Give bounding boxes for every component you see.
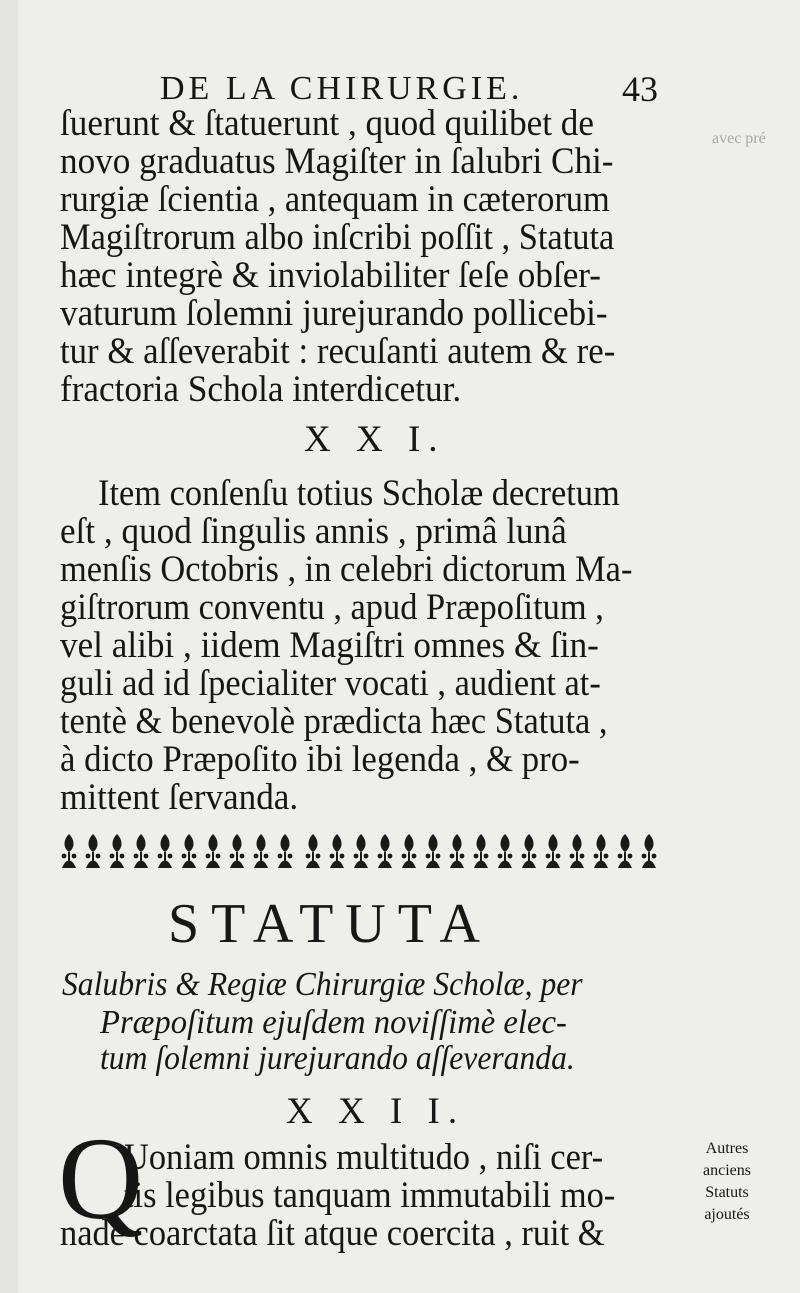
text-line: guli ad id ſpecialiter vocati , audient at- <box>60 663 601 704</box>
text-line: à dicto Præpoſito ibi legenda , & pro- <box>60 739 580 780</box>
ornament-band <box>60 830 670 872</box>
text-line: Item conſenſu totius Scholæ decretum <box>98 473 620 514</box>
subtitle-line: tum ſolemni jurejurando aſſeveranda. <box>100 1040 575 1077</box>
text-line: vel alibi , iidem Magiſtri omnes & ſin- <box>60 625 599 666</box>
text-line: fractoria Schola interdicetur. <box>60 369 462 410</box>
text-line: Uoniam omnis multitudo , niſi cer- <box>124 1137 604 1178</box>
text-line: rurgiæ ſcientia , antequam in cæterorum <box>60 179 610 220</box>
text-line: Magiſtrorum albo inſcribi poſſit , Statuta <box>60 217 615 258</box>
subtitle-line: Salubris & Regiæ Chirurgiæ Scholæ, per <box>62 966 583 1003</box>
text-line: menſis Octobris , in celebri dictorum Ma- <box>60 549 633 590</box>
show-through: avec pré <box>712 130 766 147</box>
header-title: DE LA CHIRURGIE. <box>160 70 524 107</box>
margin-note-line: Statuts <box>705 1184 749 1201</box>
text-line: tur & aſſeverabit : recuſanti autem & re- <box>60 331 616 372</box>
text-line: eſt , quod ſingulis annis , primâ lunâ <box>60 511 567 552</box>
margin-note-line: Autres <box>705 1140 749 1157</box>
drop-cap: Q <box>58 1113 144 1244</box>
text-line: tentè & benevolè prædicta hæc Statuta , <box>60 701 608 742</box>
article-21-number: X X I. <box>304 419 446 460</box>
text-line: tis legibus tanquam immutabili mo- <box>124 1175 616 1216</box>
statuta-title: STATUTA <box>168 893 492 955</box>
text-line: nade coarctata ſit atque coercita , ruit & <box>60 1213 605 1254</box>
subtitle-line: Præpoſitum ejuſdem noviſſimè elec- <box>100 1004 567 1041</box>
text-line: ſuerunt & ſtatuerunt , quod quilibet de <box>60 103 594 144</box>
margin-note <box>672 1138 782 1226</box>
text-line: novo graduatus Magiſter in ſalubri Chi- <box>60 141 614 182</box>
text-line: vaturum ſolemni jurejurando pollicebi- <box>60 293 608 334</box>
text-line: mittent ſervanda. <box>60 777 299 818</box>
text-line: giſtrorum conventu , apud Præpoſitum , <box>60 587 604 628</box>
page-number: 43 <box>622 69 658 109</box>
margin-note-line: ajoutés <box>704 1206 750 1223</box>
margin-note-line: anciens <box>703 1162 751 1179</box>
text-line: hæc integrè & inviolabiliter ſeſe obſer- <box>60 255 602 296</box>
article-22-number: X X I I. <box>286 1091 466 1132</box>
